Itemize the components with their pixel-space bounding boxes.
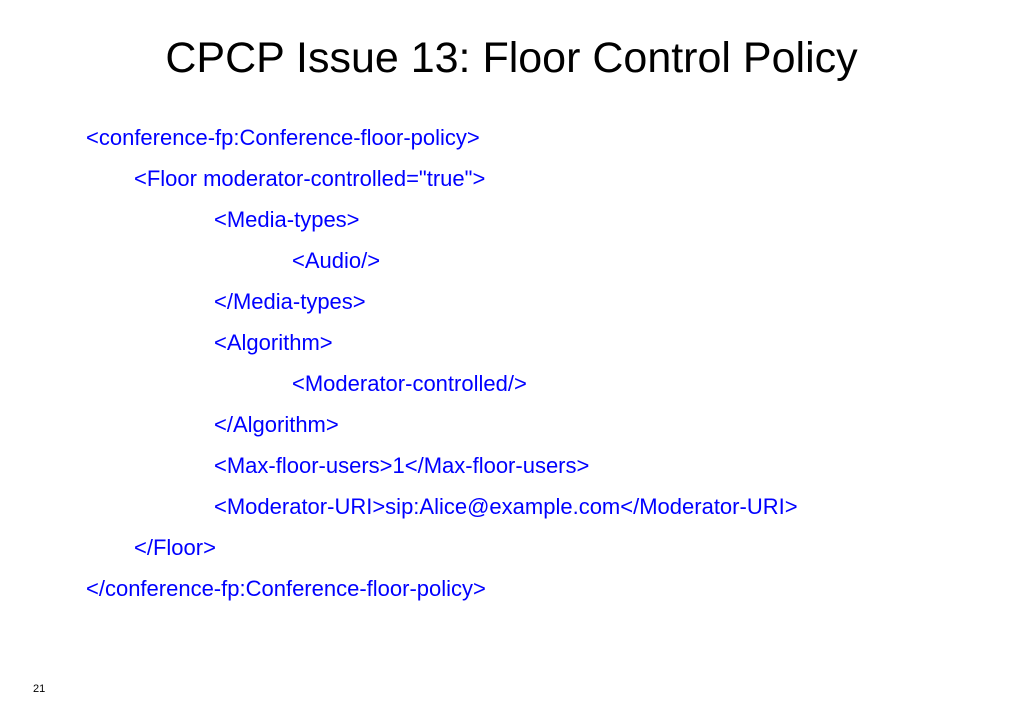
- slide-number: 21: [33, 683, 46, 695]
- code-line: <Max-floor-users>1</Max-floor-users>: [214, 453, 590, 478]
- code-line: <Algorithm>: [214, 330, 333, 355]
- slide-title: CPCP Issue 13: Floor Control Policy: [165, 34, 858, 82]
- code-line: </Algorithm>: [214, 412, 339, 437]
- code-line: <Audio/>: [292, 248, 381, 273]
- code-line: <Media-types>: [214, 207, 360, 232]
- code-line: <Floor moderator-controlled="true">: [134, 166, 486, 191]
- code-line: </Media-types>: [214, 289, 366, 314]
- code-line: <conference-fp:Conference-floor-policy>: [86, 125, 480, 150]
- code-line: <Moderator-controlled/>: [292, 371, 527, 396]
- code-line: </Floor>: [134, 535, 216, 560]
- code-line: </conference-fp:Conference-floor-policy>: [86, 576, 486, 601]
- code-line: <Moderator-URI>sip:Alice@example.com</Moderator-URI>: [214, 494, 798, 519]
